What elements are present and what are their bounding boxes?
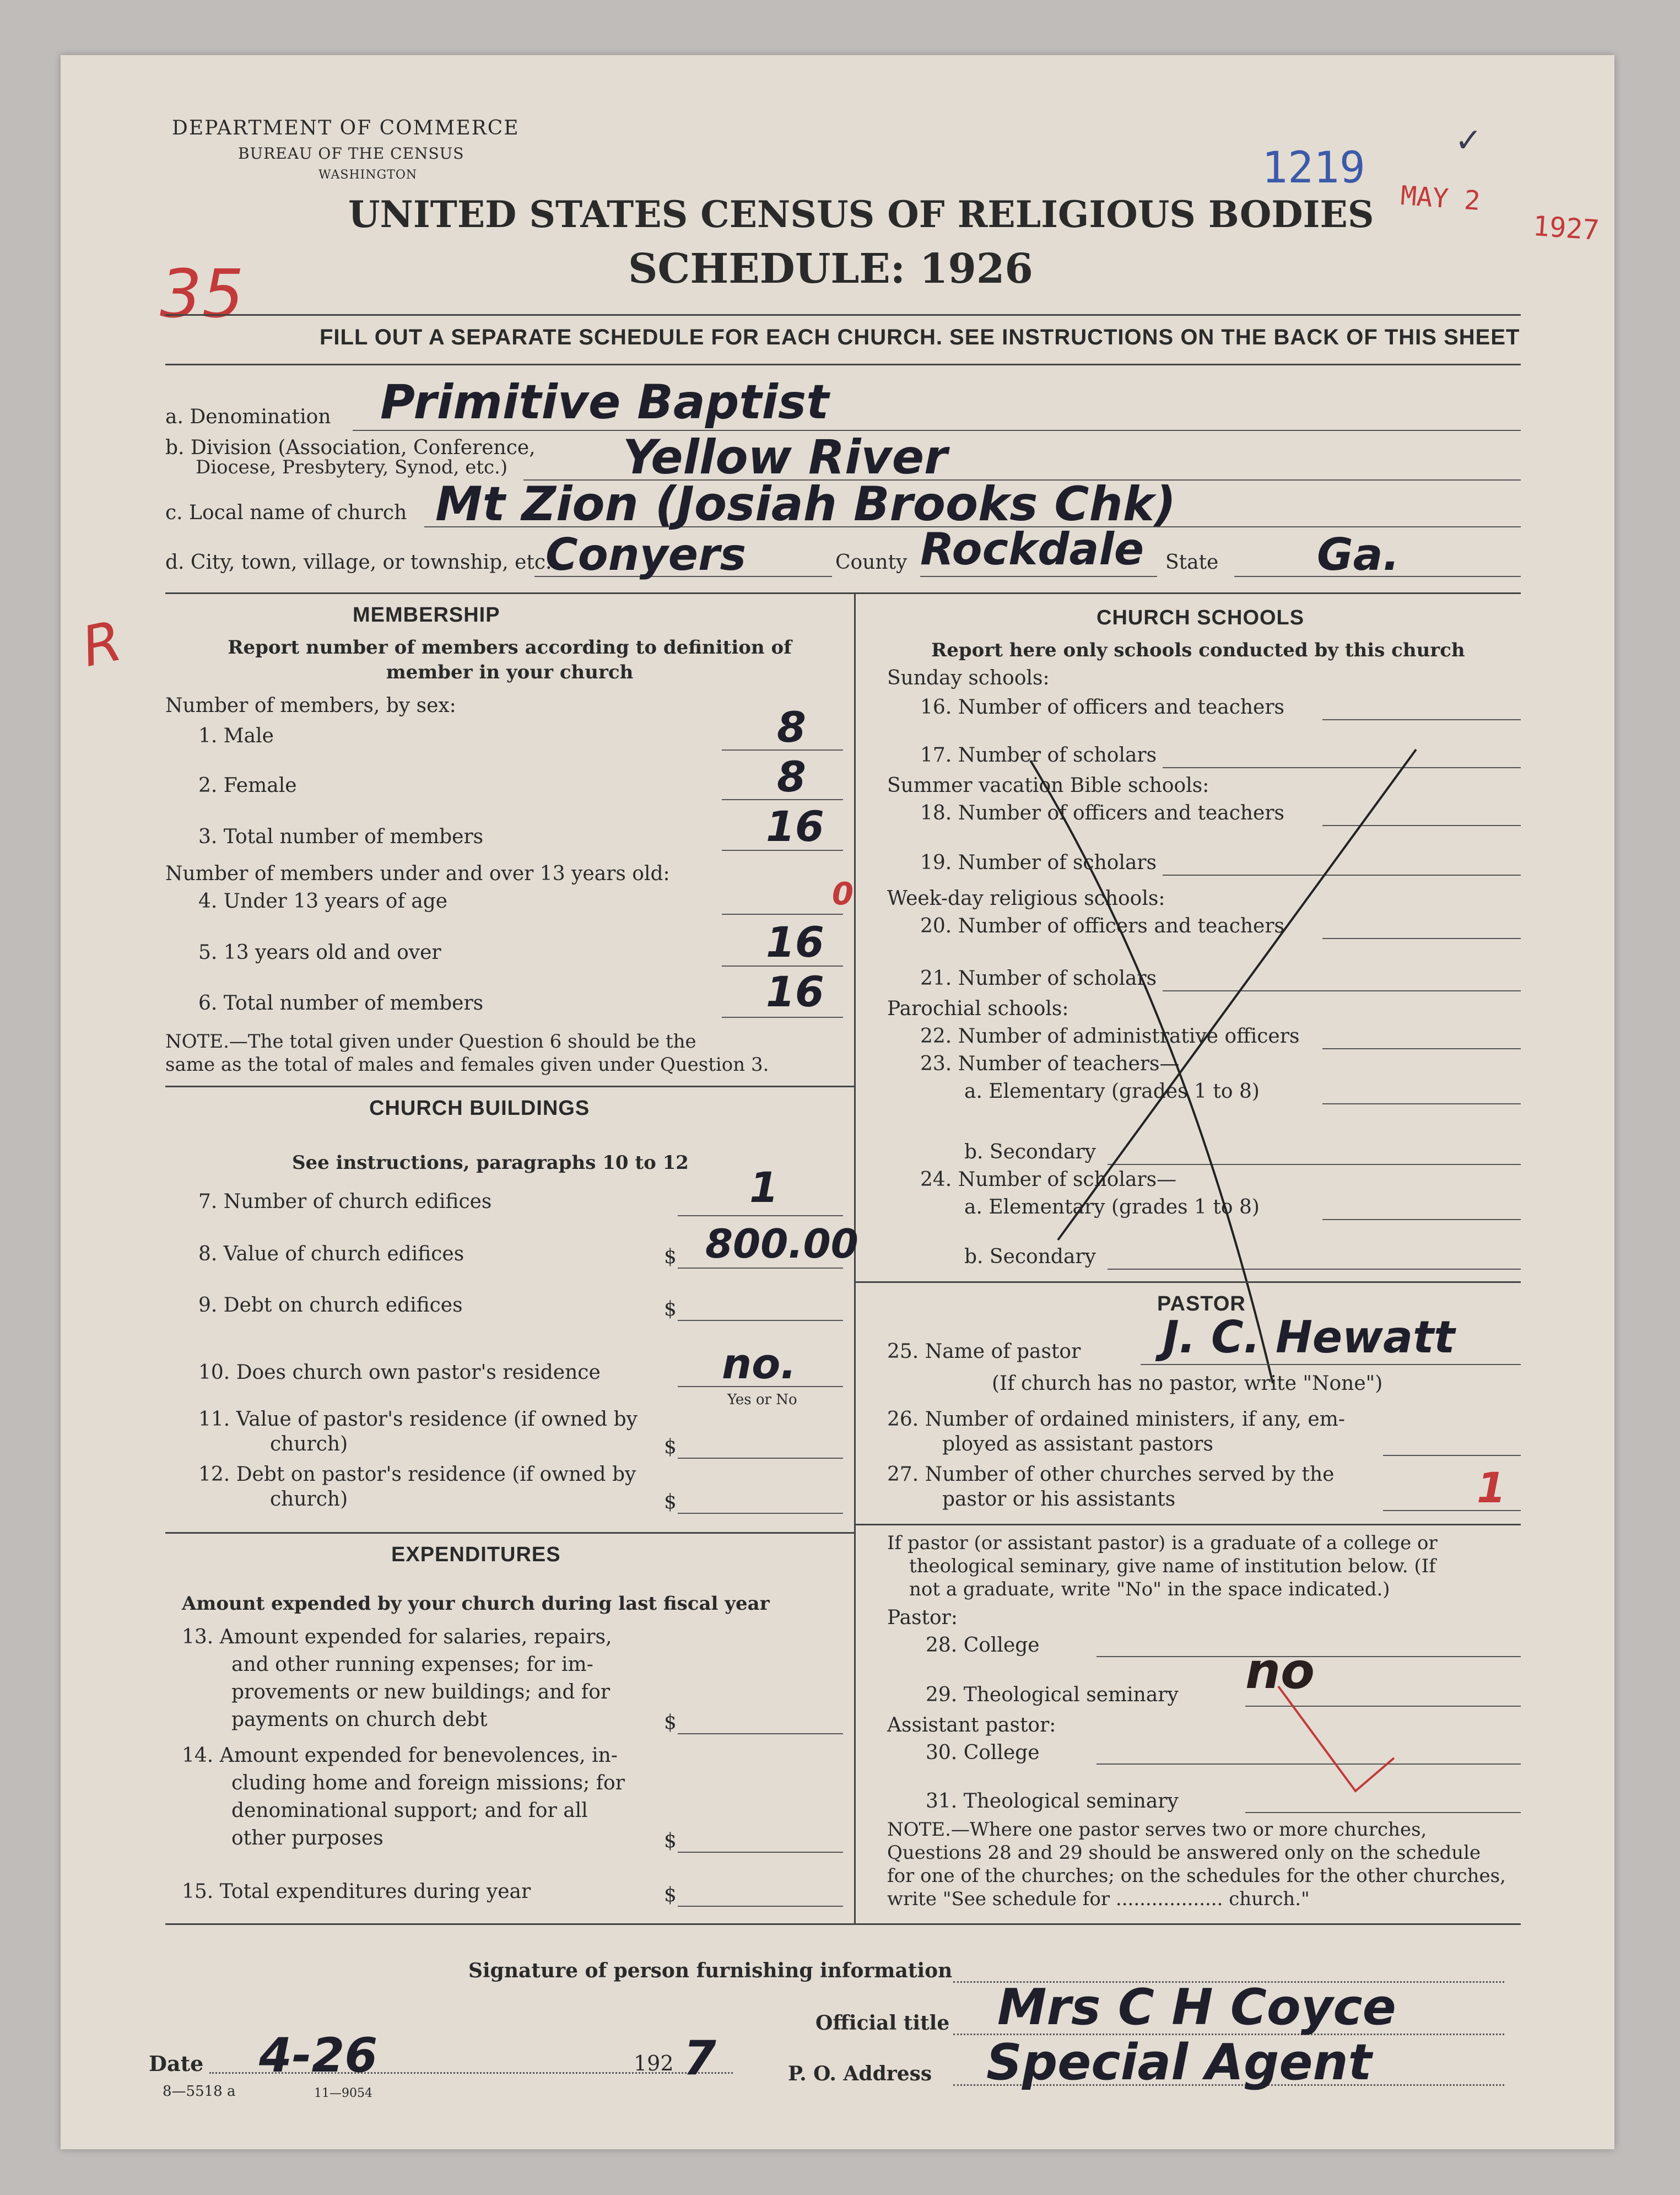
q12-dollar: $	[664, 1491, 677, 1513]
q8-value: 800.00	[705, 1221, 858, 1267]
state-label: State	[1165, 551, 1219, 574]
form-title: UNITED STATES CENSUS OF RELIGIOUS BODIES	[348, 193, 1374, 236]
membership-intro: Report number of members according to definition of	[228, 637, 792, 659]
membership-note: NOTE.—The total given under Question 6 should be the	[165, 1031, 696, 1053]
q28-college: 28. College	[926, 1634, 1040, 1657]
membership-intro-2: member in your church	[386, 661, 634, 683]
pastor-note-4: write "See schedule for .................. church."	[887, 1888, 1310, 1910]
po-address-label: P. O. Address	[788, 2062, 932, 2085]
q19: 19. Number of scholars	[920, 851, 1157, 874]
by-age-label: Number of members under and over 13 years old:	[165, 862, 670, 885]
date-label: Date	[149, 2051, 204, 2076]
year-value: 7	[683, 2031, 716, 2086]
q14-dollar: $	[664, 1830, 677, 1852]
q11-church: church)	[270, 1433, 348, 1455]
q2-value: 8	[777, 752, 806, 801]
city-value: Conyers	[545, 529, 747, 580]
census-schedule-sheet	[61, 55, 1614, 2149]
denomination-value: Primitive Baptist	[380, 375, 829, 430]
q24: 24. Number of scholars—	[920, 1168, 1177, 1191]
q14-line-3: denominational support; and for all	[231, 1799, 588, 1822]
q26-line-1: 26. Number of ordained ministers, if any, em-	[887, 1408, 1345, 1431]
instruction-banner: FILL OUT A SEPARATE SCHEDULE FOR EACH CHURCH. SEE INSTRUCTIONS ON THE BACK OF THIS SHEET	[320, 325, 1520, 349]
stamp-number: 1219	[1262, 143, 1365, 193]
q2-female: 2. Female	[198, 774, 297, 797]
q6-total: 6. Total number of members	[198, 992, 484, 1015]
q7-value: 1	[749, 1163, 779, 1212]
received-year-stamp: 1927	[1532, 209, 1601, 247]
yes-no-hint: Yes or No	[727, 1392, 797, 1408]
q27-value: 1	[1477, 1463, 1506, 1512]
q3-value: 16	[766, 802, 824, 851]
by-sex-label: Number of members, by sex:	[165, 694, 456, 717]
q16: 16. Number of officers and teachers	[920, 696, 1285, 719]
county-label: County	[835, 551, 907, 574]
bureau-label: BUREAU OF THE CENSUS	[238, 144, 464, 163]
q14-line-4: other purposes	[231, 1827, 383, 1849]
q23: 23. Number of teachers—	[920, 1053, 1180, 1075]
department-label: DEPARTMENT OF COMMERCE	[172, 117, 520, 139]
membership-note-2: same as the total of males and females given under Question 3.	[165, 1054, 769, 1076]
q3-total: 3. Total number of members	[198, 826, 484, 848]
date-value: 4-26	[259, 2028, 378, 2083]
q27-line-2: pastor or his assistants	[942, 1488, 1176, 1511]
q17: 17. Number of scholars	[920, 744, 1157, 767]
schools-sub: Report here only schools conducted by this church	[931, 639, 1465, 661]
margin-mark: R	[76, 608, 127, 679]
q13-line-4: payments on church debt	[231, 1708, 488, 1731]
city-label: WASHINGTON	[318, 168, 418, 182]
expenditures-heading: EXPENDITURES	[391, 1543, 561, 1566]
official-title-value: Special Agent	[986, 2034, 1372, 2091]
graduate-instruction-3: not a graduate, write "No" in the space indicated.)	[909, 1578, 1390, 1600]
q25-value: J. C. Hewatt	[1163, 1312, 1455, 1363]
page-mark: 35	[160, 256, 244, 333]
buildings-sub: See instructions, paragraphs 10 to 12	[292, 1152, 689, 1174]
q26-line-2: ployed as assistant pastors	[942, 1433, 1213, 1455]
pastor-subheading: Pastor:	[887, 1606, 958, 1629]
q1-male: 1. Male	[198, 725, 274, 747]
q11-dollar: $	[664, 1436, 677, 1458]
city-town-label: d. City, town, village, or township, etc.	[165, 551, 552, 574]
pastor-note-2: Questions 28 and 29 should be answered only on the schedule	[887, 1842, 1481, 1864]
q23b: b. Secondary	[964, 1141, 1096, 1163]
local-name-value: Mt Zion (Josiah Brooks Chk)	[435, 477, 1176, 532]
state-value: Ga.	[1317, 529, 1400, 580]
received-date-stamp: MAY 2	[1400, 180, 1482, 217]
strike-through-mark	[854, 738, 1543, 1389]
q15-total: 15. Total expenditures during year	[182, 1880, 531, 1903]
q22: 22. Number of administrative officers	[920, 1025, 1300, 1048]
buildings-heading: CHURCH BUILDINGS	[369, 1097, 590, 1120]
q5-value: 16	[766, 918, 824, 967]
q23a: a. Elementary (grades 1 to 8)	[964, 1080, 1260, 1103]
q14-line-2: cluding home and foreign missions; for	[231, 1772, 625, 1794]
q9-debt-edifices: 9. Debt on church edifices	[198, 1294, 463, 1317]
denomination-label: a. Denomination	[165, 406, 331, 428]
signature-value: Mrs C H Coyce	[997, 1978, 1396, 2036]
q4-under-13: 4. Under 13 years of age	[198, 890, 448, 913]
q8-value-edifices: 8. Value of church edifices	[198, 1243, 464, 1265]
official-title-label: Official title	[815, 2011, 950, 2035]
graduate-instruction-2: theological seminary, give name of institution below. (If	[909, 1555, 1436, 1577]
schedule-title: SCHEDULE: 1926	[628, 245, 1033, 293]
q4-value: 0	[832, 876, 853, 912]
q18: 18. Number of officers and teachers	[920, 802, 1285, 824]
q1-value: 8	[777, 703, 806, 752]
q13-dollar: $	[664, 1711, 677, 1734]
division-value: Yellow River	[623, 430, 948, 485]
q6-value: 16	[766, 967, 824, 1016]
q9-dollar: $	[664, 1298, 677, 1320]
red-check-mark	[1273, 1681, 1438, 1819]
q8-dollar: $	[664, 1245, 677, 1268]
q11-residence-value: 11. Value of pastor's residence (if owned by	[198, 1408, 638, 1431]
local-name-label: c. Local name of church	[165, 501, 407, 524]
q12-church: church)	[270, 1488, 348, 1511]
summer-schools-label: Summer vacation Bible schools:	[887, 774, 1209, 797]
graduate-instruction: If pastor (or assistant pastor) is a graduate of a college or	[887, 1532, 1438, 1554]
pastor-heading: PASTOR	[1157, 1292, 1246, 1315]
sunday-schools-label: Sunday schools:	[887, 667, 1050, 689]
q28-29-value: no	[1245, 1642, 1315, 1700]
q5-13-and-over: 5. 13 years old and over	[198, 941, 441, 964]
q20: 20. Number of officers and teachers	[920, 915, 1285, 937]
pastor-note: NOTE.—Where one pastor serves two or more churches,	[887, 1819, 1427, 1841]
q24a: a. Elementary (grades 1 to 8)	[964, 1196, 1260, 1218]
signature-label: Signature of person furnishing information	[468, 1959, 953, 1982]
check-mark: ✓	[1455, 121, 1483, 160]
q27-line-1: 27. Number of other churches served by the	[887, 1463, 1335, 1486]
year-prefix: 192	[634, 2051, 674, 2075]
county-value: Rockdale	[920, 524, 1144, 575]
schools-heading: CHURCH SCHOOLS	[1096, 606, 1305, 629]
q25-note: (If church has no pastor, write "None")	[992, 1372, 1383, 1395]
q14-line-1: 14. Amount expended for benevolences, in-	[182, 1744, 618, 1767]
q25-name: 25. Name of pastor	[887, 1340, 1081, 1363]
q31-seminary: 31. Theological seminary	[926, 1790, 1179, 1813]
parochial-schools-label: Parochial schools:	[887, 997, 1069, 1020]
form-number: 8—5518 a	[163, 2083, 236, 2100]
membership-heading: MEMBERSHIP	[353, 603, 500, 627]
assistant-pastor-subheading: Assistant pastor:	[887, 1714, 1056, 1736]
q13-line-3: provements or new buildings; and for	[231, 1681, 611, 1703]
q10-value: no.	[722, 1339, 797, 1388]
q10-owns-residence: 10. Does church own pastor's residence	[198, 1361, 601, 1384]
division-label: b. Division (Association, Conference,	[165, 436, 536, 459]
expenditures-sub: Amount expended by your church during last fiscal year	[182, 1593, 770, 1615]
q13-line-2: and other running expenses; for im-	[231, 1653, 593, 1676]
q7-edifices: 7. Number of church edifices	[198, 1190, 492, 1213]
q15-dollar: $	[664, 1884, 677, 1906]
print-number: 11—9054	[314, 2086, 372, 2100]
q21: 21. Number of scholars	[920, 967, 1157, 990]
q29-seminary: 29. Theological seminary	[926, 1684, 1179, 1706]
q30-college: 30. College	[926, 1741, 1040, 1764]
q13-line-1: 13. Amount expended for salaries, repairs,	[182, 1626, 612, 1648]
weekday-schools-label: Week-day religious schools:	[887, 887, 1165, 910]
pastor-note-3: for one of the churches; on the schedules for the other churches,	[887, 1865, 1506, 1887]
q24b: b. Secondary	[964, 1245, 1096, 1268]
q12-residence-debt: 12. Debt on pastor's residence (if owned by	[198, 1463, 636, 1486]
division-sublabel: Diocese, Presbytery, Synod, etc.)	[196, 456, 508, 478]
